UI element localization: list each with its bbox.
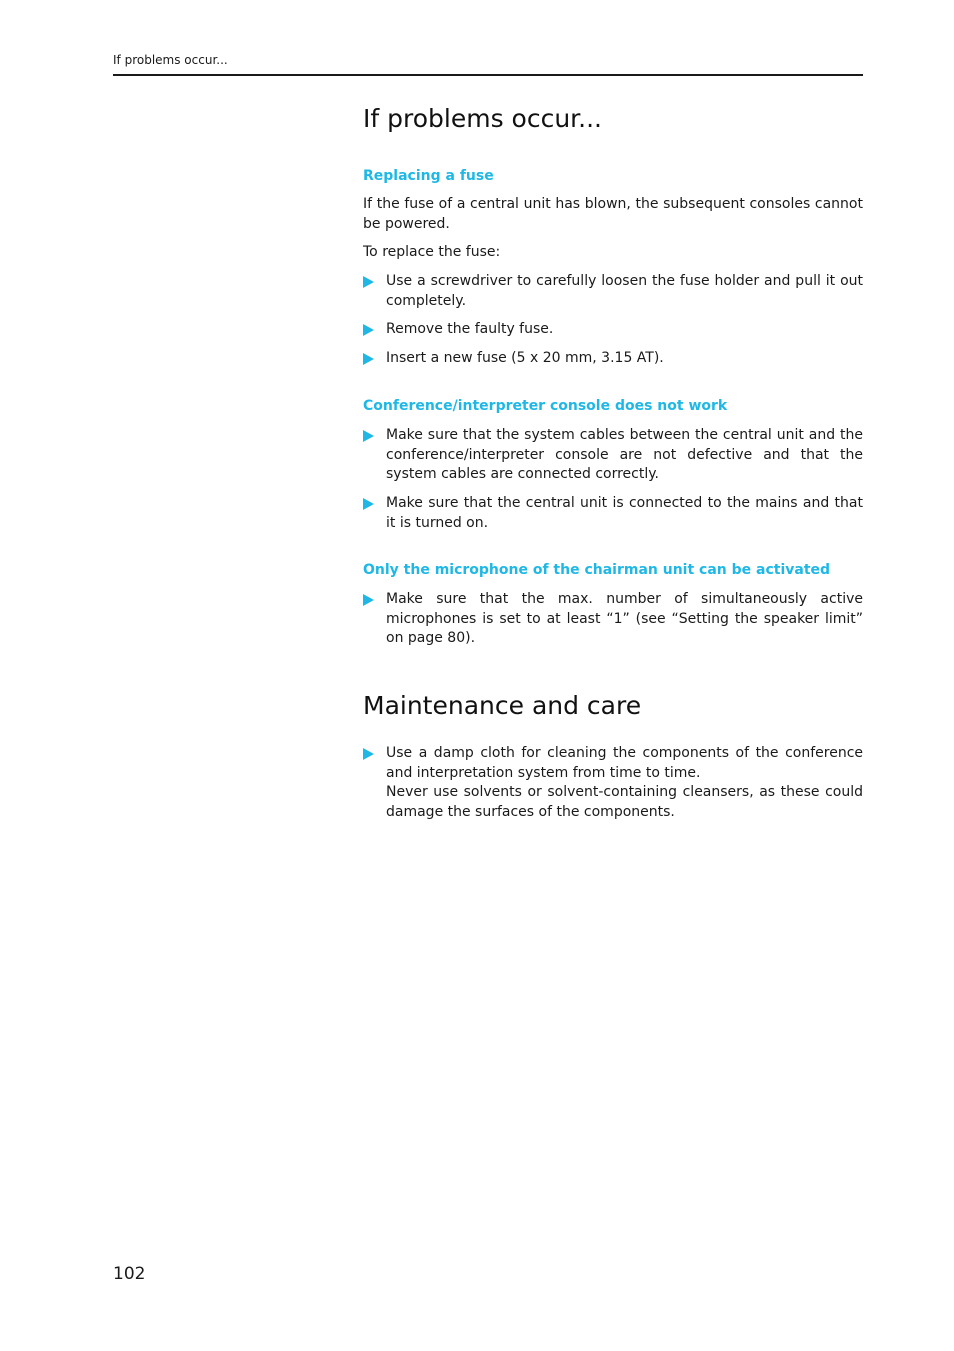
list-item <box>363 320 863 340</box>
page-number: 102 <box>113 1264 146 1284</box>
section-title-maintenance: Maintenance and care <box>363 691 642 720</box>
triangle-bullet-icon <box>363 353 374 365</box>
list-item <box>363 744 863 822</box>
triangle-bullet-icon <box>363 594 374 606</box>
paragraph-fuse-intro: If the fuse of a central unit has blown, the subsequent consoles cannot be powered. <box>363 196 863 232</box>
list-item-text: Make sure that the central unit is connected to the mains and that it is turned on. <box>386 495 863 531</box>
triangle-bullet-icon <box>363 276 374 288</box>
subheading-console-not-work: Conference/interpreter console does not work <box>363 398 728 414</box>
subheading-replacing-fuse: Replacing a fuse <box>363 168 494 184</box>
list-item-text: Make sure that the max. number of simultaneously active microphones is set to at least “1” (see “Setting the speaker limit” on page 80). <box>386 591 863 646</box>
paragraph-fuse-lead: To replace the fuse: <box>363 244 501 260</box>
list-item <box>363 590 863 649</box>
list-item <box>363 272 863 311</box>
triangle-bullet-icon <box>363 324 374 336</box>
list-item <box>363 426 863 485</box>
triangle-bullet-icon <box>363 430 374 442</box>
list-item-text: Remove the faulty fuse. <box>386 321 554 337</box>
section-title-problems: If problems occur... <box>363 104 602 133</box>
running-header: If problems occur... <box>113 53 228 67</box>
header-rule <box>113 74 863 76</box>
list-item <box>363 349 863 369</box>
list-item-text: Make sure that the system cables between the central unit and the conference/interpreter console are not defective and that the system cables are connected correctly. <box>386 427 863 482</box>
list-item-text: Insert a new fuse (5 x 20 mm, 3.15 AT). <box>386 350 664 366</box>
subheading-chairman-mic: Only the microphone of the chairman unit can be activated <box>363 562 831 578</box>
list-item <box>363 494 863 533</box>
list-item-text: Use a screwdriver to carefully loosen the fuse holder and pull it out completely. <box>386 273 863 309</box>
list-item-text: Use a damp cloth for cleaning the components of the conference and interpretation system from time to time. <box>386 745 863 781</box>
list-item-note: Never use solvents or solvent-containing cleansers, as these could damage the surfaces of the components. <box>386 784 863 820</box>
triangle-bullet-icon <box>363 498 374 510</box>
triangle-bullet-icon <box>363 748 374 760</box>
